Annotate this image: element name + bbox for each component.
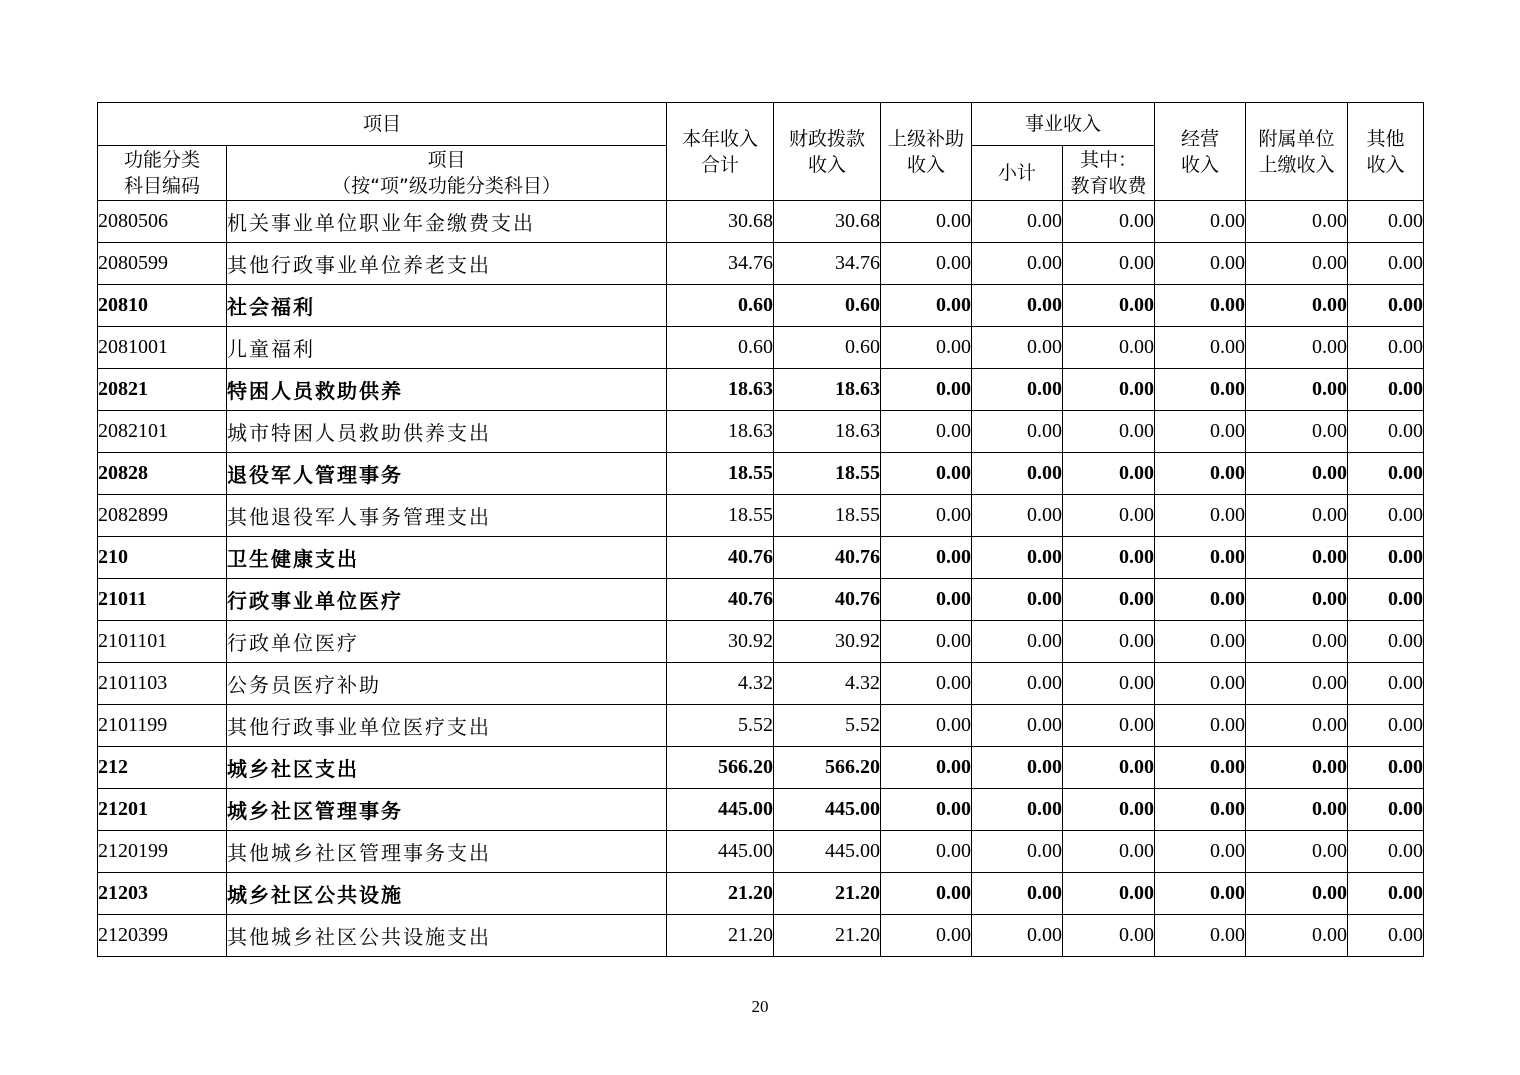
row-value: 0.00 bbox=[881, 453, 972, 495]
row-value: 0.00 bbox=[972, 243, 1063, 285]
row-name: 退役军人管理事务 bbox=[227, 453, 667, 495]
row-value: 0.00 bbox=[1063, 327, 1155, 369]
row-value: 0.00 bbox=[1155, 621, 1246, 663]
table-row bbox=[98, 243, 1424, 285]
row-value: 0.00 bbox=[1155, 747, 1246, 789]
row-name: 城乡社区支出 bbox=[227, 747, 667, 789]
row-code: 20821 bbox=[98, 369, 227, 411]
row-value: 0.00 bbox=[1063, 663, 1155, 705]
row-code: 20810 bbox=[98, 285, 227, 327]
row-value: 0.00 bbox=[1348, 327, 1424, 369]
table-row bbox=[98, 831, 1424, 873]
row-value: 0.00 bbox=[881, 243, 972, 285]
header-total: 本年收入 合计 bbox=[667, 103, 774, 201]
row-value: 0.00 bbox=[881, 411, 972, 453]
row-value: 0.00 bbox=[972, 915, 1063, 957]
row-value: 0.00 bbox=[1348, 369, 1424, 411]
row-code: 210 bbox=[98, 537, 227, 579]
row-value: 0.00 bbox=[1246, 285, 1348, 327]
row-value: 0.00 bbox=[972, 873, 1063, 915]
row-value: 0.00 bbox=[1246, 537, 1348, 579]
row-value: 0.00 bbox=[1155, 285, 1246, 327]
table-row bbox=[98, 663, 1424, 705]
row-value: 21.20 bbox=[667, 915, 774, 957]
row-value: 0.00 bbox=[972, 201, 1063, 243]
row-value: 0.00 bbox=[1246, 243, 1348, 285]
header-other: 其他 收入 bbox=[1348, 103, 1424, 201]
header-item: 项目 bbox=[98, 103, 667, 146]
row-value: 0.00 bbox=[1246, 621, 1348, 663]
row-value: 0.00 bbox=[1246, 915, 1348, 957]
row-value: 40.76 bbox=[774, 537, 881, 579]
table-row bbox=[98, 873, 1424, 915]
row-name: 卫生健康支出 bbox=[227, 537, 667, 579]
row-value: 18.55 bbox=[667, 453, 774, 495]
table-row bbox=[98, 579, 1424, 621]
row-value: 0.00 bbox=[1063, 453, 1155, 495]
header-edu: 其中： 教育收费 bbox=[1063, 146, 1155, 201]
row-value: 0.00 bbox=[881, 621, 972, 663]
row-value: 0.00 bbox=[881, 537, 972, 579]
row-value: 0.00 bbox=[1063, 831, 1155, 873]
row-value: 0.00 bbox=[972, 453, 1063, 495]
row-code: 2120199 bbox=[98, 831, 227, 873]
row-value: 18.63 bbox=[774, 369, 881, 411]
row-name: 公务员医疗补助 bbox=[227, 663, 667, 705]
header-operating: 经营 收入 bbox=[1155, 103, 1246, 201]
row-value: 0.00 bbox=[972, 747, 1063, 789]
row-value: 0.00 bbox=[1348, 411, 1424, 453]
table-row bbox=[98, 789, 1424, 831]
row-value: 0.00 bbox=[1155, 495, 1246, 537]
row-code: 2080599 bbox=[98, 243, 227, 285]
row-value: 0.00 bbox=[1063, 621, 1155, 663]
row-value: 21.20 bbox=[667, 873, 774, 915]
row-value: 0.60 bbox=[774, 327, 881, 369]
row-value: 30.68 bbox=[774, 201, 881, 243]
row-value: 0.00 bbox=[972, 495, 1063, 537]
table-row bbox=[98, 411, 1424, 453]
row-value: 0.00 bbox=[1348, 537, 1424, 579]
row-value: 0.60 bbox=[667, 285, 774, 327]
row-value: 0.00 bbox=[1348, 663, 1424, 705]
row-code: 2120399 bbox=[98, 915, 227, 957]
header-code: 功能分类 科目编码 bbox=[98, 146, 227, 201]
row-value: 0.00 bbox=[1246, 453, 1348, 495]
row-value: 0.00 bbox=[881, 285, 972, 327]
row-code: 212 bbox=[98, 747, 227, 789]
row-value: 30.92 bbox=[667, 621, 774, 663]
row-value: 0.00 bbox=[881, 873, 972, 915]
row-name: 机关事业单位职业年金缴费支出 bbox=[227, 201, 667, 243]
row-code: 21201 bbox=[98, 789, 227, 831]
row-value: 30.92 bbox=[774, 621, 881, 663]
row-value: 0.00 bbox=[881, 201, 972, 243]
row-value: 21.20 bbox=[774, 873, 881, 915]
row-value: 0.00 bbox=[881, 915, 972, 957]
row-value: 0.00 bbox=[881, 747, 972, 789]
row-name: 特困人员救助供养 bbox=[227, 369, 667, 411]
row-value: 0.00 bbox=[1246, 873, 1348, 915]
table-row bbox=[98, 537, 1424, 579]
table-row bbox=[98, 495, 1424, 537]
row-value: 0.00 bbox=[1246, 789, 1348, 831]
row-value: 0.00 bbox=[1063, 285, 1155, 327]
row-value: 34.76 bbox=[774, 243, 881, 285]
row-value: 0.00 bbox=[1348, 747, 1424, 789]
row-value: 0.00 bbox=[972, 327, 1063, 369]
header-fiscal: 财政拨款 收入 bbox=[774, 103, 881, 201]
row-value: 0.00 bbox=[1155, 915, 1246, 957]
row-code: 2101199 bbox=[98, 705, 227, 747]
row-name: 儿童福利 bbox=[227, 327, 667, 369]
row-value: 0.00 bbox=[1348, 201, 1424, 243]
row-value: 0.00 bbox=[972, 579, 1063, 621]
row-value: 0.00 bbox=[1348, 243, 1424, 285]
row-value: 0.00 bbox=[1155, 453, 1246, 495]
row-value: 0.00 bbox=[1063, 537, 1155, 579]
row-value: 0.00 bbox=[881, 663, 972, 705]
row-value: 0.00 bbox=[1063, 747, 1155, 789]
table-row bbox=[98, 915, 1424, 957]
row-code: 21203 bbox=[98, 873, 227, 915]
row-value: 0.00 bbox=[1155, 327, 1246, 369]
row-name: 行政事业单位医疗 bbox=[227, 579, 667, 621]
row-value: 0.00 bbox=[972, 285, 1063, 327]
row-value: 18.63 bbox=[774, 411, 881, 453]
row-value: 0.00 bbox=[972, 369, 1063, 411]
row-value: 0.00 bbox=[972, 621, 1063, 663]
row-value: 40.76 bbox=[774, 579, 881, 621]
row-value: 0.00 bbox=[972, 663, 1063, 705]
row-value: 0.00 bbox=[1246, 495, 1348, 537]
header-subtotal: 小计 bbox=[972, 146, 1063, 201]
row-code: 2080506 bbox=[98, 201, 227, 243]
row-value: 0.00 bbox=[1155, 201, 1246, 243]
row-name: 其他退役军人事务管理支出 bbox=[227, 495, 667, 537]
row-value: 34.76 bbox=[667, 243, 774, 285]
row-value: 5.52 bbox=[667, 705, 774, 747]
row-value: 0.00 bbox=[1348, 705, 1424, 747]
row-value: 0.60 bbox=[667, 327, 774, 369]
row-name: 城市特困人员救助供养支出 bbox=[227, 411, 667, 453]
row-value: 0.00 bbox=[1348, 495, 1424, 537]
row-value: 0.00 bbox=[1246, 201, 1348, 243]
table-row bbox=[98, 285, 1424, 327]
row-value: 0.00 bbox=[972, 789, 1063, 831]
table-body bbox=[98, 201, 1424, 957]
row-value: 0.00 bbox=[1246, 369, 1348, 411]
row-value: 0.00 bbox=[1063, 495, 1155, 537]
row-value: 0.00 bbox=[881, 789, 972, 831]
row-value: 18.55 bbox=[774, 453, 881, 495]
row-value: 0.00 bbox=[1155, 537, 1246, 579]
row-value: 21.20 bbox=[774, 915, 881, 957]
row-value: 0.00 bbox=[1155, 789, 1246, 831]
row-value: 0.00 bbox=[1246, 663, 1348, 705]
row-value: 0.00 bbox=[1246, 579, 1348, 621]
row-value: 445.00 bbox=[667, 789, 774, 831]
row-code: 20828 bbox=[98, 453, 227, 495]
row-value: 40.76 bbox=[667, 579, 774, 621]
row-value: 0.00 bbox=[881, 579, 972, 621]
row-value: 0.00 bbox=[1246, 831, 1348, 873]
row-value: 0.00 bbox=[1155, 369, 1246, 411]
row-value: 0.00 bbox=[1063, 789, 1155, 831]
row-value: 0.00 bbox=[972, 831, 1063, 873]
row-value: 5.52 bbox=[774, 705, 881, 747]
row-value: 0.00 bbox=[1348, 285, 1424, 327]
row-code: 2082899 bbox=[98, 495, 227, 537]
row-value: 445.00 bbox=[774, 831, 881, 873]
row-code: 21011 bbox=[98, 579, 227, 621]
row-name: 城乡社区公共设施 bbox=[227, 873, 667, 915]
row-value: 18.55 bbox=[667, 495, 774, 537]
row-code: 2101103 bbox=[98, 663, 227, 705]
row-value: 0.00 bbox=[1063, 705, 1155, 747]
row-value: 0.00 bbox=[1246, 705, 1348, 747]
row-name: 其他城乡社区公共设施支出 bbox=[227, 915, 667, 957]
page-number: 20 bbox=[751, 997, 769, 1016]
row-value: 0.00 bbox=[1063, 201, 1155, 243]
row-value: 18.63 bbox=[667, 369, 774, 411]
row-value: 0.00 bbox=[1348, 453, 1424, 495]
row-name: 其他城乡社区管理事务支出 bbox=[227, 831, 667, 873]
row-value: 0.00 bbox=[1063, 579, 1155, 621]
row-value: 0.00 bbox=[1155, 705, 1246, 747]
row-value: 0.00 bbox=[1348, 789, 1424, 831]
row-value: 0.00 bbox=[1155, 831, 1246, 873]
row-value: 0.00 bbox=[881, 369, 972, 411]
row-value: 30.68 bbox=[667, 201, 774, 243]
row-value: 0.00 bbox=[1155, 243, 1246, 285]
table-row bbox=[98, 747, 1424, 789]
row-value: 18.55 bbox=[774, 495, 881, 537]
row-value: 0.00 bbox=[1063, 411, 1155, 453]
row-value: 0.00 bbox=[881, 831, 972, 873]
row-value: 0.00 bbox=[972, 411, 1063, 453]
row-name: 社会福利 bbox=[227, 285, 667, 327]
row-value: 0.00 bbox=[1348, 579, 1424, 621]
row-name: 行政单位医疗 bbox=[227, 621, 667, 663]
table-row bbox=[98, 705, 1424, 747]
header-affiliate: 附属单位 上缴收入 bbox=[1246, 103, 1348, 201]
row-value: 0.00 bbox=[1246, 327, 1348, 369]
row-value: 0.60 bbox=[774, 285, 881, 327]
budget-table bbox=[97, 102, 1424, 957]
row-value: 0.00 bbox=[1246, 747, 1348, 789]
row-value: 0.00 bbox=[1063, 915, 1155, 957]
row-value: 0.00 bbox=[1155, 663, 1246, 705]
row-value: 0.00 bbox=[881, 705, 972, 747]
row-value: 0.00 bbox=[1063, 243, 1155, 285]
row-value: 0.00 bbox=[1063, 873, 1155, 915]
row-value: 0.00 bbox=[1348, 831, 1424, 873]
table-row bbox=[98, 369, 1424, 411]
row-value: 40.76 bbox=[667, 537, 774, 579]
row-value: 0.00 bbox=[881, 495, 972, 537]
row-name: 其他行政事业单位医疗支出 bbox=[227, 705, 667, 747]
row-value: 4.32 bbox=[774, 663, 881, 705]
row-code: 2101101 bbox=[98, 621, 227, 663]
row-value: 0.00 bbox=[1348, 621, 1424, 663]
row-value: 0.00 bbox=[972, 705, 1063, 747]
row-value: 18.63 bbox=[667, 411, 774, 453]
row-value: 566.20 bbox=[667, 747, 774, 789]
row-name: 其他行政事业单位养老支出 bbox=[227, 243, 667, 285]
row-value: 0.00 bbox=[1155, 579, 1246, 621]
table-row bbox=[98, 621, 1424, 663]
table-row bbox=[98, 453, 1424, 495]
table-row bbox=[98, 201, 1424, 243]
row-value: 0.00 bbox=[1155, 411, 1246, 453]
row-value: 0.00 bbox=[1246, 411, 1348, 453]
header-superior: 上级补助 收入 bbox=[881, 103, 972, 201]
row-value: 0.00 bbox=[1155, 873, 1246, 915]
row-value: 4.32 bbox=[667, 663, 774, 705]
row-name: 城乡社区管理事务 bbox=[227, 789, 667, 831]
header-business: 事业收入 bbox=[972, 103, 1155, 146]
row-value: 0.00 bbox=[1063, 369, 1155, 411]
row-value: 0.00 bbox=[1348, 873, 1424, 915]
row-value: 0.00 bbox=[881, 327, 972, 369]
table-row bbox=[98, 327, 1424, 369]
row-value: 0.00 bbox=[972, 537, 1063, 579]
row-value: 0.00 bbox=[1348, 915, 1424, 957]
row-code: 2082101 bbox=[98, 411, 227, 453]
row-code: 2081001 bbox=[98, 327, 227, 369]
header-name: 项目 （按“项”级功能分类科目） bbox=[227, 146, 667, 201]
row-value: 445.00 bbox=[667, 831, 774, 873]
row-value: 445.00 bbox=[774, 789, 881, 831]
row-value: 566.20 bbox=[774, 747, 881, 789]
